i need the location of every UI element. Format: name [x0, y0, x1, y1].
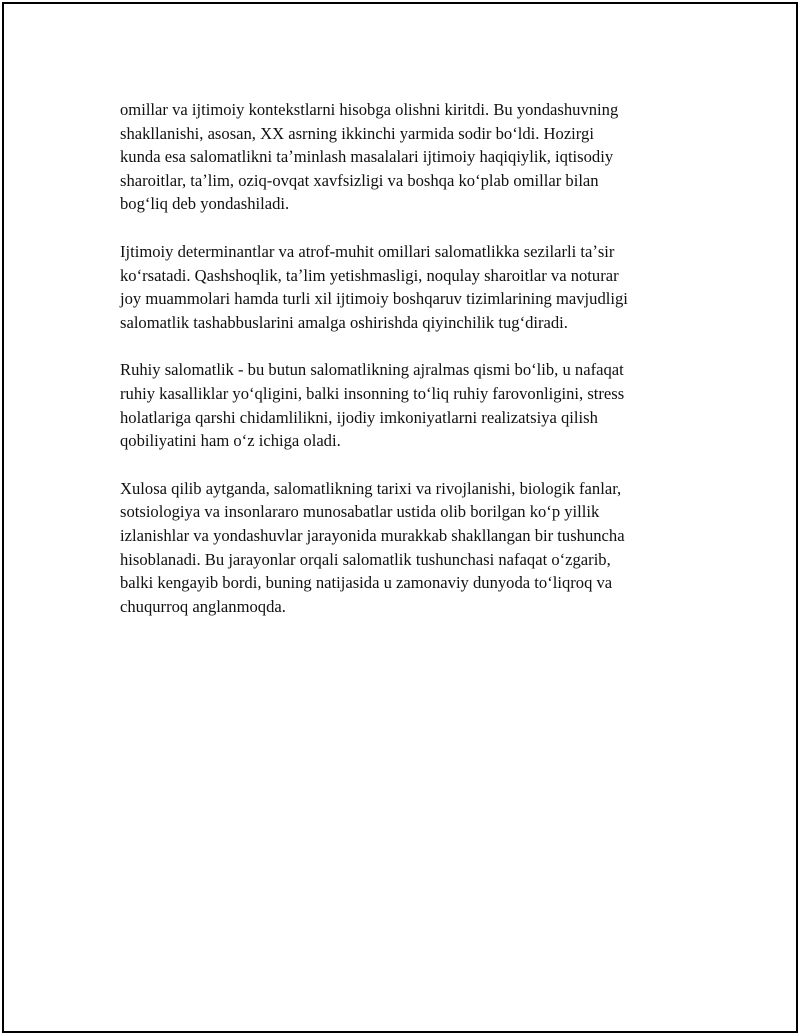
text-line: kunda esa salomatlikni taʼminlash masalalari ijtimoiy haqiqiylik, iqtisodiy	[120, 147, 614, 167]
text-line: koʻrsatadi. Qashshoqlik, taʼlim yetishmasligi, noqulay sharoitlar va noturar	[120, 265, 619, 285]
text-line: holatlariga qarshi chidamlilikni, ijodiy imkoniyatlarni realizatsiya qilish	[120, 407, 598, 427]
document-body	[120, 98, 690, 642]
paragraph-3	[120, 358, 690, 452]
text-line: salomatlik tashabbuslarini amalga oshirishda qiyinchilik tugʻdiradi.	[120, 312, 568, 332]
text-line: bogʻliq deb yondashiladi.	[120, 194, 290, 214]
text-line: chuqurroq anglanmoqda.	[120, 596, 286, 616]
text-line: Xulosa qilib aytganda, salomatlikning tarixi va rivojlanishi, biologik fanlar,	[120, 478, 622, 498]
text-line: shakllanishi, asosan, XX asrning ikkinchi yarmida sodir boʻldi. Hozirgi	[120, 123, 594, 143]
text-line: ruhiy kasalliklar yoʻqligini, balki insonning toʻliq ruhiy farovonligini, stress	[120, 383, 625, 403]
text-line: omillar va ijtimoiy kontekstlarni hisobga olishni kiritdi. Bu yondashuvning	[120, 100, 619, 119]
text-line: Ruhiy salomatlik - bu butun salomatlikning ajralmas qismi boʻlib, u nafaqat	[120, 360, 624, 380]
paragraph-4	[120, 477, 690, 619]
text-line: Ijtimoiy determinantlar va atrof-muhit omillari salomatlikka sezilarli taʼsir	[120, 241, 615, 261]
text-line: joy muammolari hamda turli xil ijtimoiy boshqaruv tizimlarining mavjudligi	[120, 289, 628, 309]
text-line: izlanishlar va yondashuvlar jarayonida murakkab shakllangan bir tushuncha	[120, 525, 625, 545]
text-line: hisoblanadi. Bu jarayonlar orqali salomatlik tushunchasi nafaqat oʻzgarib,	[120, 549, 611, 569]
paragraph-1	[120, 98, 690, 216]
document-page	[2, 2, 798, 1033]
text-line: qobiliyatini ham oʻz ichiga oladi.	[120, 431, 341, 451]
text-line: balki kengayib bordi, buning natijasida u zamonaviy dunyoda toʻliqroq va	[120, 573, 613, 593]
text-line: sharoitlar, taʼlim, oziq-ovqat xavfsizligi va boshqa koʻplab omillar bilan	[120, 170, 599, 190]
paragraph-2	[120, 240, 690, 334]
text-line: sotsiologiya va insonlararo munosabatlar ustida olib borilgan koʻp yillik	[120, 502, 600, 522]
